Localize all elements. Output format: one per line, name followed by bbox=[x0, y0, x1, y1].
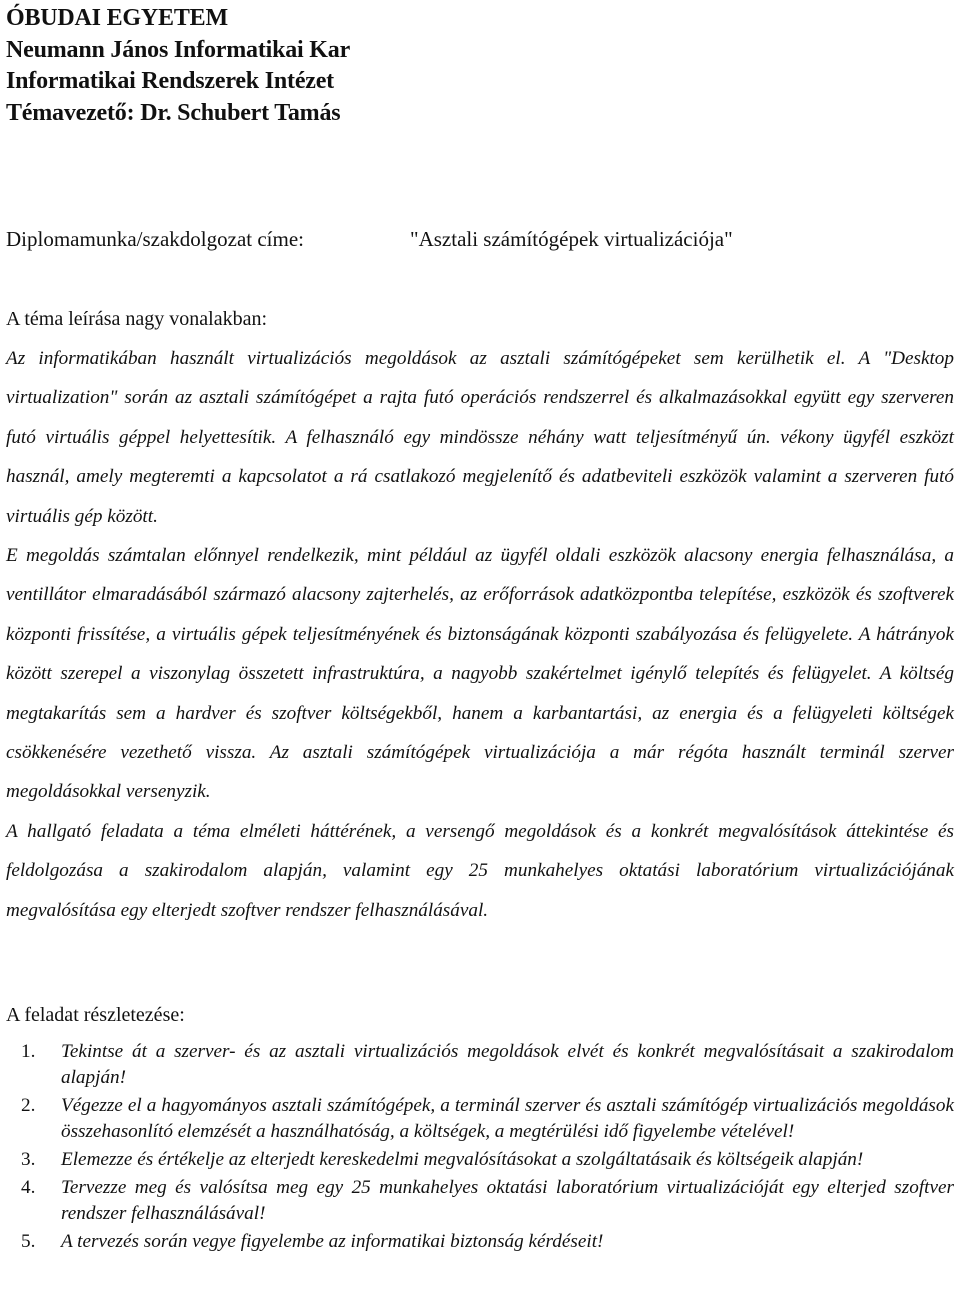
thesis-title-value: "Asztali számítógépek virtualizációja" bbox=[410, 227, 733, 251]
tasks-list bbox=[6, 1039, 954, 1257]
task-text: Elemezze és értékelje az elterjedt kereskedelmi megvalósításokat a szolgáltatásaik és költségeik alapján! bbox=[61, 1149, 864, 1170]
task-text: Végezze el a hagyományos asztali számítógépek, a terminál szerver és asztali számítógép virtualizációs megoldások összehasonlító elemzését a használhatóság, a költségek, a megtérülési idő figyelembe vételével! bbox=[61, 1095, 954, 1143]
task-number: 5. bbox=[21, 1230, 36, 1252]
task-item bbox=[6, 1039, 954, 1091]
task-text: Tervezze meg és valósítsa meg egy 25 munkahelyes oktatási laboratórium virtualizációját egy elterjed szoftver rendszer felhasználásával! bbox=[61, 1176, 954, 1224]
description-body bbox=[6, 339, 954, 930]
thesis-title-label: Diplomamunka/szakdolgozat címe: bbox=[6, 227, 304, 251]
faculty-name: Neumann János Informatikai Kar bbox=[6, 36, 351, 63]
task-text: Tekintse át a szerver- és az asztali virtualizációs megoldások elvét és konkrét megvalósításait a szakirodalom alapján! bbox=[61, 1041, 954, 1089]
task-item bbox=[6, 1093, 954, 1145]
task-number: 3. bbox=[21, 1149, 36, 1170]
document-header bbox=[6, 3, 350, 129]
task-number: 1. bbox=[21, 1041, 36, 1062]
description-paragraph-3: A hallgató feladata a téma elméleti háttérének, a versengő megoldások és a konkrét megvalósítások áttekintése és feldolgozása a szakirodalom alapján, valamint egy 25 munkahelyes oktatási laboratórium virtualizációjának megvalósítása egy elterjedt szoftver rendszer felhasználásával. bbox=[6, 820, 954, 921]
task-item bbox=[6, 1175, 954, 1227]
tasks-label: A feladat részletezése: bbox=[6, 1004, 185, 1026]
supervisor-line: Témavezető: Dr. Schubert Tamás bbox=[6, 99, 341, 126]
institute-name: Informatikai Rendszerek Intézet bbox=[6, 68, 334, 94]
task-text: A tervezés során vegye figyelembe az informatikai biztonság kérdéseit! bbox=[61, 1230, 604, 1252]
university-name: ÓBUDAI EGYETEM bbox=[6, 5, 228, 31]
description-paragraph-1: Az informatikában használt virtualizációs megoldások az asztali számítógépeket sem kerülhetik el. A "Desktop virtualization" során az asztali számítógépet a rajta futó operációs rendszerrel és alkalmazásokkal együtt egy szerveren futó virtuális géppel helyettesítik. A felhasználó egy mindössze néhány watt teljesítményű ún. vékony ügyfél eszközt használ, amely megteremti a kapcsolatot a rá csatlakozó megjelenítő és adatbeviteli eszközök valamint a szerveren futó virtuális gép között. bbox=[6, 348, 954, 527]
task-number: 4. bbox=[21, 1176, 36, 1198]
task-number: 2. bbox=[21, 1095, 36, 1116]
description-paragraph-2: E megoldás számtalan előnnyel rendelkezik, mint például az ügyfél oldali eszközök alacsony energia felhasználása, a ventillátor elmaradásából származó alacsony zajterhelés, az erőforrások adatközpontba telepítése, eszközök és szoftverek központi frissítése, a virtuális gépek teljesítményének és biztonságának központi szabályozása és felügyelete. A hátrányok között szerepel a viszonylag összetett infrastruktúra, a nagyobb szakértelmet igénylő telepítés és felügyelet. A költség megtakarítás sem a hardver és szoftver költségekből, hanem a karbantartási, az energia és a felügyeleti költségek csökkenésére vezethető vissza. Az asztali számítógépek virtualizációja a már régóta használt terminál szerver megoldásokkal versenyzik. bbox=[6, 545, 954, 803]
description-label: A téma leírása nagy vonalakban: bbox=[6, 308, 268, 330]
task-item bbox=[6, 1229, 954, 1255]
task-item bbox=[6, 1147, 954, 1173]
